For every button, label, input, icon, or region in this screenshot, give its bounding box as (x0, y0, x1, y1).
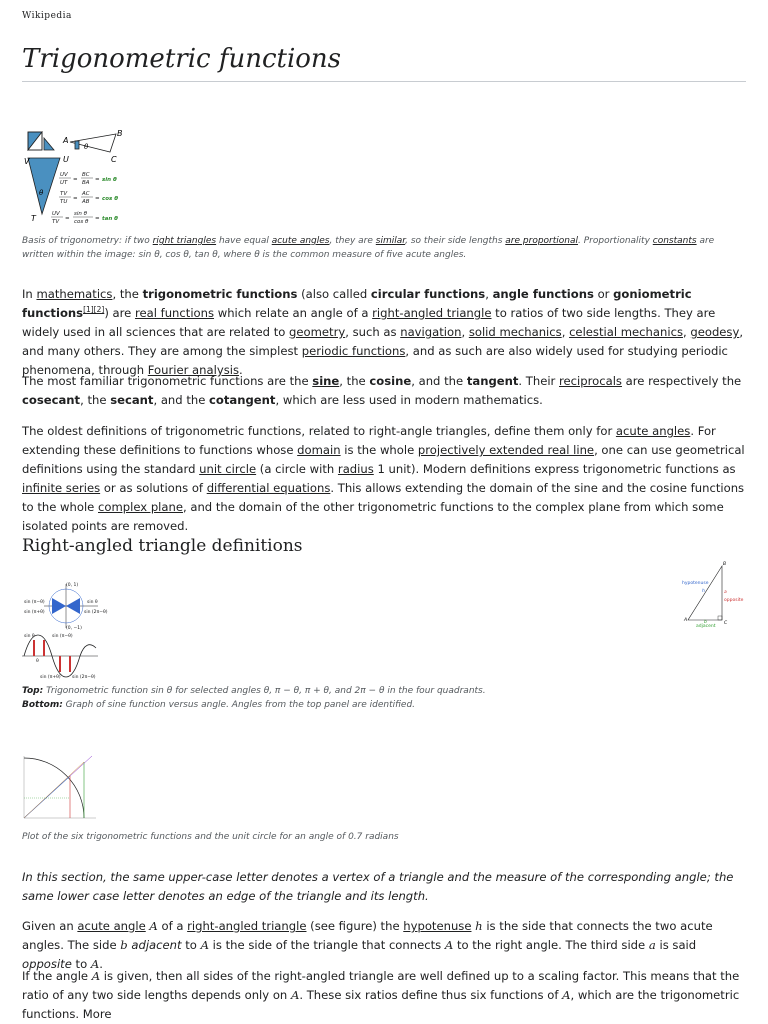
link-acute-angle[interactable]: acute angle (77, 919, 146, 933)
graph-label-sin-pi-plus: sin (π+θ) (40, 675, 61, 680)
page-title: Trigonometric functions (22, 44, 342, 74)
label-sin-pi-minus: sin (π−θ) (24, 600, 45, 605)
eq1-lhs-num: UV (60, 172, 68, 178)
quadrant-1-wedge (66, 598, 80, 606)
label-0-neg1: (0, −1) (66, 626, 82, 631)
eq2-lhs-den: TU (60, 199, 68, 205)
svg-text:=: = (95, 216, 100, 222)
link-geodesy[interactable]: geodesy (690, 325, 740, 339)
eq3-lhs-num: UV (52, 211, 60, 217)
triangle-outline (688, 566, 722, 620)
eq2-lhs-num: TV (60, 191, 68, 197)
label-0-1: (0, 1) (66, 583, 79, 588)
eq1-rhs: sin θ (102, 177, 117, 183)
link-complex-plane[interactable]: complex plane (98, 500, 183, 514)
quadrant-4-wedge (66, 606, 80, 614)
svg-text:=: = (95, 196, 100, 202)
cotangent-line (70, 756, 92, 776)
title-divider (22, 81, 746, 82)
side-b: b (704, 620, 707, 625)
secant-line (24, 762, 84, 818)
link-hypotenuse[interactable]: hypotenuse (403, 919, 472, 933)
link-mathematics[interactable]: mathematics (36, 287, 113, 301)
side-h: h (702, 589, 705, 594)
svg-text:=: = (95, 177, 100, 183)
quadrant-3-wedge (52, 606, 66, 614)
quadrant-2-wedge (52, 598, 66, 606)
similar-triangles-figure[interactable] (22, 128, 132, 226)
eq1-mid-num: BC (82, 172, 90, 178)
body-paragraph-1: Given an acute angle A of a right-angled triangle (see figure) the hypotenuse h is the side that connects the two acute angles. The side b adjacent to A is the side of the triangle that connects A to the right angle. The third side a is said opposite to A. (22, 919, 713, 971)
label-v: V (24, 157, 30, 166)
vertex-c: C (724, 621, 728, 626)
link-infinite-series[interactable]: infinite series (22, 481, 101, 495)
side-a: a (724, 590, 727, 595)
label-a: A (63, 136, 69, 145)
label-theta-2: θ (39, 189, 44, 197)
intro-paragraph-3: The oldest definitions of trigonometric functions, related to right-angle triangles, define them only for acute angles. For extending these definitions to functions whose domain is the whole projectively extended real line, one can use geometrical definitions using the standard unit circle (a circle with radius 1 unit). Modern definitions express trigonometric functions as infinite series or as solutions of differential equations. This allows extending the domain of the sine and the cosine functions to the whole complex plane, and the domain of the other trigonometric functions to the complex plane from which some isolated points are removed. (22, 424, 745, 533)
label-theta-1: θ (84, 143, 89, 151)
figure1-caption: Basis of trigonometry: if two right triangles have equal acute angles, they are similar, so their side lengths are proportional. Proportionality constants are written within the image: sin θ, cos θ, tan θ, where θ is the common measure of five acute angles. (22, 236, 715, 260)
eq3-lhs-den: TV (52, 219, 60, 225)
label-b: B (117, 129, 123, 138)
graph-label-sin-2pi-minus: sin (2π−θ) (72, 675, 96, 680)
eq3-mid-num: sin θ (74, 211, 87, 217)
graph-label-sin-pi-minus: sin (π−θ) (52, 634, 73, 639)
section-heading: Right-angled triangle definitions (22, 536, 303, 556)
intro-paragraph-2: The most familiar trigonometric functions are the sine, the cosine, and the tangent. Their reciprocals are respectively the cosecant, the secant, and the cotangent, which are less used in modern mathematics. (22, 374, 742, 407)
link-are-proportional[interactable]: are proportional (505, 236, 579, 246)
label-sin-pi-plus: sin (π+θ) (24, 610, 45, 615)
notation-note: In this section, the same upper-case letter denotes a vertex of a triangle and the measure of the corresponding angle; the same lower case letter denotes an edge of the triangle and its length. (22, 870, 734, 903)
eq2-rhs: cos θ (102, 196, 119, 202)
unit-circle-arc (24, 758, 84, 818)
label-hypotenuse: hypotenuse (682, 581, 709, 586)
svg-text:=: = (73, 196, 78, 202)
eq2-mid-den: AB (82, 199, 90, 205)
reference-link[interactable]: [1][2] (83, 305, 105, 315)
link-constants[interactable]: constants (652, 236, 697, 246)
link-acute-angles-caption[interactable]: acute angles (271, 236, 330, 246)
link-right-angled-triangle[interactable]: right-angled triangle (372, 306, 492, 320)
link-acute-angles[interactable]: acute angles (615, 424, 691, 438)
vertex-a: A (684, 618, 688, 623)
link-similar[interactable]: similar (375, 236, 406, 246)
svg-text:=: = (73, 177, 78, 183)
link-right-angled-triangle-2[interactable]: right-angled triangle (187, 919, 307, 933)
link-right-triangles[interactable]: right triangles (152, 236, 217, 246)
link-radius[interactable]: radius (337, 462, 374, 476)
triangle-tuv (28, 158, 60, 214)
label-c: C (111, 155, 117, 164)
eq3-mid-den: cos θ (74, 219, 89, 225)
link-real-functions[interactable]: real functions (134, 306, 215, 320)
angle-marker (75, 141, 79, 149)
label-sin-2pi-minus: sin (2π−θ) (84, 610, 108, 615)
wikipedia-wordmark[interactable]: Wikipedia (22, 11, 72, 21)
link-periodic-functions[interactable]: periodic functions (301, 344, 406, 358)
eq1-lhs-den: UT (60, 180, 68, 186)
eq1-mid-den: BA (82, 180, 90, 186)
link-solid-mechanics[interactable]: solid mechanics (468, 325, 562, 339)
label-u: U (63, 155, 69, 164)
graph-label-sin-theta: sin θ (24, 634, 35, 639)
eq2-mid-num: AC (82, 191, 90, 197)
intro-paragraph-1: In mathematics, the trigonometric functions (also called circular functions, angle functions or goniometric functions[1][2]) are real functions which relate an angle of a right-angled triangle to ratios of two side lengths. They are widely used in all sciences that are related to geometry, such as navigation, solid mechanics, celestial mechanics, geodesy, and many others. They are among the simplest periodic functions, and as such are also widely used for studying periodic phenomena, through Fourier analysis. (22, 287, 744, 377)
six-trig-functions-plot[interactable] (22, 748, 98, 822)
label-opposite: opposite (724, 598, 744, 603)
sine-quadrants-figure[interactable] (22, 578, 108, 680)
link-navigation[interactable]: navigation (400, 325, 462, 339)
svg-text:=: = (65, 216, 70, 222)
link-fourier-analysis[interactable]: Fourier analysis (147, 363, 239, 377)
link-unit-circle[interactable]: unit circle (199, 462, 257, 476)
label-t: T (31, 214, 36, 223)
link-sine[interactable]: sine (312, 374, 340, 388)
link-celestial-mechanics[interactable]: celestial mechanics (569, 325, 683, 339)
graph-label-theta: θ (36, 659, 39, 664)
figure2-caption: Top: Trigonometric function sin θ for selected angles θ, π − θ, π + θ, and 2π − θ in the four quadrants. Bottom: Graph of sine function versus angle. Angles from the top panel are identified. (22, 686, 486, 710)
body-paragraph-2: If the angle A is given, then all sides of the right-angled triangle are well defined up to a scaling factor. This means that the ratio of any two side lengths depends only on A. These six ratios define thus six functions of A, which are the trigonometric functions. More (22, 969, 740, 1021)
link-geometry[interactable]: geometry (289, 325, 346, 339)
link-projectively-extended-real-line[interactable]: projectively extended real line (417, 443, 595, 457)
label-sin-theta: sin θ (87, 600, 98, 605)
label-adjacent: adjacent (696, 624, 716, 629)
figure4-caption: Plot of the six trigonometric functions and the unit circle for an angle of 0.7 radians (22, 832, 399, 842)
link-differential-equations[interactable]: differential equations (206, 481, 331, 495)
vertex-b: B (723, 562, 727, 567)
small-triangle-c (44, 138, 54, 150)
right-triangle-figure[interactable] (680, 560, 748, 632)
eq3-rhs: tan θ (102, 216, 118, 222)
link-reciprocals[interactable]: reciprocals (559, 374, 622, 388)
link-domain[interactable]: domain (297, 443, 341, 457)
